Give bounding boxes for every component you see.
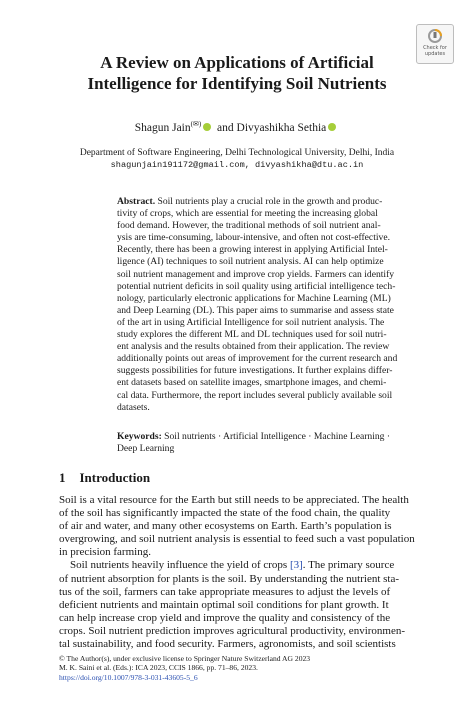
paper-title (40, 52, 434, 94)
body-line: Soil is a vital resource for the Earth but still needs to be appreciated. The health (59, 494, 409, 506)
body-line: of air and water, and many other ecosystems on Earth. Earth’s population is (59, 520, 392, 533)
author-line (0, 120, 474, 134)
body-line: overgrowing, and soil nutrient analysis is essential to feed such a vast population (59, 533, 415, 546)
section-heading (59, 470, 150, 486)
copyright-footnote (59, 654, 439, 682)
keywords-list: Soil nutrients · Artificial Intelligence · Machine Learning · (161, 431, 391, 442)
abstract-line: Abstract. Soil nutrients play a crucial role in the growth and produc- (117, 196, 383, 207)
check-updates-icon (427, 28, 443, 44)
section-number: 1 (59, 470, 66, 485)
body-line: of the soil has significantly impacted the state of the food chain, the quality (59, 507, 391, 520)
body-line: crops. Soil nutrient prediction improves agricultural productivity, environmen- (59, 624, 406, 637)
author-connector: and (217, 121, 234, 134)
body-line: can help increase crop yield and improve the quality and consistency of the (59, 611, 391, 624)
citation-link[interactable]: [3] (289, 559, 303, 572)
body-text (59, 494, 431, 651)
abstract-line: study explores the different ML and DL techniques used for soil nutri- (117, 329, 387, 341)
keywords-label: Keywords: (117, 431, 162, 442)
abstract (117, 196, 401, 414)
body-line: tal sustainability, and food security. Farmers, agronomists, and soil scientists (59, 638, 396, 651)
abstract-line: nology, particularly electronic applications for Machine Learning (ML) (117, 292, 391, 304)
citation-line: M. K. Saini et al. (Eds.): ICA 2023, CCIS 1866, pp. 71–86, 2023. (59, 663, 258, 673)
title-line-2: Intelligence for Identifying Soil Nutrients (87, 74, 387, 93)
body-line: deficient nutrients and maintain optimal soil conditions for plant growth. It (59, 598, 389, 611)
doi-link[interactable]: https://doi.org/10.1007/978-3-031-43605-5_6 (59, 672, 198, 682)
affiliation: Department of Software Engineering, Delhi Technological University, Delhi, India (79, 148, 395, 158)
abstract-line: datasets. (117, 401, 150, 413)
title-line-1: A Review on Applications of Artificial (100, 53, 374, 72)
keywords-list-continued: Deep Learning (117, 443, 175, 455)
abstract-line: Recently, there has been a growing interest in applying Artificial Intel- (117, 244, 388, 256)
abstract-line: tivity of crops, which are essential for meeting the increasing global (117, 208, 378, 220)
abstract-line: ligence (AI) techniques to soil nutrient analysis. AI can help optimize (117, 256, 384, 268)
abstract-line: ent datasets based on satellite images, smartphone images, and chemi- (117, 377, 387, 389)
corresponding-author-mark: (✉) (190, 120, 202, 128)
body-line: of nutrient absorption for plants is the soil. By understanding the nutrient sta- (59, 572, 400, 585)
orcid-icon[interactable] (203, 123, 211, 131)
orcid-icon[interactable] (328, 123, 336, 131)
keywords (117, 431, 401, 455)
body-line: tus of the soil, farmers can take appropriate measures to adjust the levels of (59, 585, 391, 598)
author-1-name[interactable]: Shagun Jain (134, 121, 191, 134)
section-title: Introduction (79, 470, 151, 485)
body-line: Soil nutrients heavily influence the yield of crops [3]. The primary source (70, 559, 395, 572)
abstract-line: ysis are time-consuming, labour-intensive, and often not cost-effective. (117, 232, 390, 244)
author-emails[interactable]: shagunjain191172@gmail.com, divyashikha@dtu.ac.in (110, 160, 364, 170)
abstract-line: of the art in using Artificial Intelligence for soil nutrient analysis. The (117, 316, 385, 328)
abstract-line: soil nutrient management and improve crop yields. Farmers can identify (117, 268, 395, 280)
abstract-line: suggests possibilities for future investigations. It further explains differ- (117, 365, 393, 377)
badge-text: Check for updates (423, 45, 447, 57)
copyright-line: © The Author(s), under exclusive license to Springer Nature Switzerland AG 2023 (59, 654, 311, 663)
abstract-label: Abstract. (117, 196, 156, 207)
abstract-line: additionally points out areas of improvement for the current research and (117, 353, 398, 365)
abstract-line: food demand. However, the traditional methods of soil nutrient anal- (117, 220, 381, 232)
abstract-line: potential nutrient deficits in soil quality using artificial intelligence tech- (117, 280, 396, 292)
abstract-line: cal data. Furthermore, the report includes several publicly available soil (117, 389, 393, 401)
body-line: in precision farming. (59, 546, 151, 559)
abstract-line: and Deep Learning (DL). This paper aims to summarise and assess state (117, 304, 394, 316)
author-2-name[interactable]: Divyashikha Sethia (236, 121, 327, 134)
abstract-line: ent analysis and the results obtained from their application. The review (117, 341, 390, 353)
